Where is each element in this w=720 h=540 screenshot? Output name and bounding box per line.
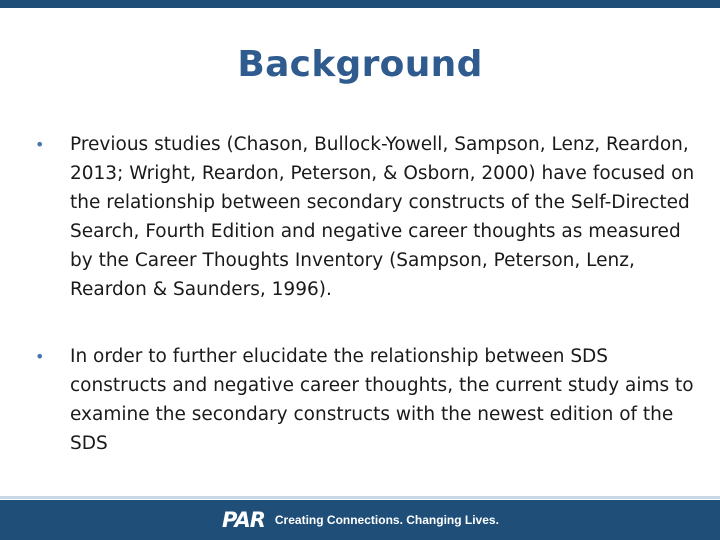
slide-title: Background [237, 44, 483, 85]
bullet-item [35, 130, 695, 304]
footer-divider [0, 496, 720, 499]
footer-tagline: Creating Connections. Changing Lives. [274, 513, 499, 527]
bullet-marker: • [35, 135, 45, 154]
bullet-list [35, 130, 695, 458]
bullet-text: Previous studies (Chason, Bullock-Yowell, Sampson, Lenz, Reardon, 2013; Wright, Reardon, Peterson, & Osborn, 2000) have focused on the relationship between secondary constructs of the Self-Directed Search, Fourth Edition and negative career thoughts as measured by the Career Thoughts Inventory (Sampson, Peterson, Lenz, Reardon & Saunders, 1996). [70, 134, 695, 300]
par-logo: PAR [222, 508, 265, 532]
bullet-marker: • [35, 347, 45, 366]
top-accent-bar [0, 0, 720, 8]
footer-branding [222, 509, 499, 531]
bullet-item [35, 342, 695, 458]
bullet-text: In order to further elucidate the relationship between SDS constructs and negative career thoughts, the current study aims to examine the secondary constructs with the newest edition of the SDS [70, 346, 694, 454]
